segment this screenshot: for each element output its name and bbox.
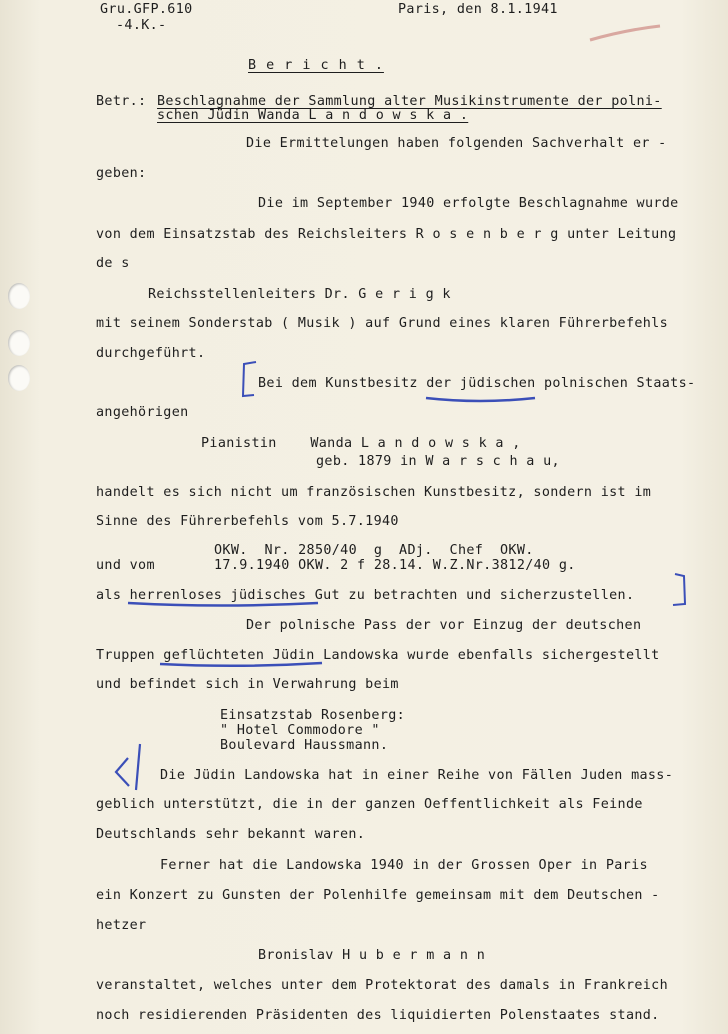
header-ref-2: -4.K.- <box>116 18 167 33</box>
body-line: Der polnische Pass der vor Einzug der deutschen <box>246 618 642 633</box>
body-line: hetzer <box>96 918 147 933</box>
body-line: geb. 1879 in W a r s c h a u, <box>316 454 560 469</box>
header-place-date: Paris, den 8.1.1941 <box>398 2 558 17</box>
body-line: geben: <box>96 166 147 181</box>
body-line: handelt es sich nicht um französischen Kunstbesitz, sondern ist im <box>96 485 652 500</box>
subject-label: Betr.: <box>96 94 147 109</box>
body-line: von dem Einsatzstab des Reichsleiters R o s e n b e r g unter Leitung <box>96 227 677 242</box>
body-line: " Hotel Commodore " <box>220 723 380 738</box>
body-line: de s <box>96 256 130 271</box>
body-line: noch residierenden Präsidenten des liquidierten Polenstaates stand. <box>96 1008 660 1023</box>
body-line: Truppen geflüchteten Jüdin Landowska wurde ebenfalls sichergestellt <box>96 648 660 663</box>
body-line: Sinne des Führerbefehls vom 5.7.1940 <box>96 514 399 529</box>
body-line: und befindet sich in Verwahrung beim <box>96 677 399 692</box>
body-line: als herrenloses jüdisches Gut zu betrachten und sicherzustellen. <box>96 588 635 603</box>
body-line: Pianistin Wanda L a n d o w s k a , <box>201 436 521 451</box>
subject-line-1: Beschlagnahme der Sammlung alter Musikinstrumente der polni- <box>157 94 662 109</box>
body-line: OKW. Nr. 2850/40 g ADj. Chef OKW. <box>214 543 534 558</box>
pen-underline-herrenloses <box>128 603 318 606</box>
report-title: B e r i c h t . <box>248 58 384 73</box>
body-line: Boulevard Haussmann. <box>220 738 389 753</box>
pen-margin-mark <box>116 744 140 790</box>
body-line: Reichsstellenleiters Dr. G e r i g k <box>148 287 451 302</box>
red-mark <box>590 26 660 40</box>
body-line: veranstaltet, welches unter dem Protektorat des damals in Frankreich <box>96 978 669 993</box>
body-line: 17.9.1940 OKW. 2 f 28.14. W.Z.Nr.3812/40 g. <box>214 558 576 573</box>
body-line: geblich unterstützt, die in der ganzen Oeffentlichkeit als Feinde <box>96 797 643 812</box>
body-line: durchgeführt. <box>96 346 206 361</box>
body-line: Ferner hat die Landowska 1940 in der Grossen Oper in Paris <box>160 858 648 873</box>
pen-bracket-open <box>243 362 256 396</box>
body-line: und vom <box>96 558 155 573</box>
header-ref-1: Gru.GFP.610 <box>100 2 193 17</box>
pen-bracket-close <box>673 574 685 605</box>
body-line: mit seinem Sonderstab ( Musik ) auf Grund eines klaren Führerbefehls <box>96 316 669 331</box>
body-line: Einsatzstab Rosenberg: <box>220 708 406 723</box>
pen-underline-gefluechteten <box>160 663 322 666</box>
subject-line-2: schen Jüdin Wanda L a n d o w s k a . <box>157 108 469 123</box>
body-line: Die Jüdin Landowska hat in einer Reihe von Fällen Juden mass- <box>160 768 674 783</box>
body-line: Bei dem Kunstbesitz der jüdischen polnischen Staats- <box>258 376 696 391</box>
body-line: Deutschlands sehr bekannt waren. <box>96 827 366 842</box>
body-line: Bronislav H u b e r m a n n <box>258 948 486 963</box>
body-line: ein Konzert zu Gunsten der Polenhilfe gemeinsam mit dem Deutschen - <box>96 888 660 903</box>
body-line: Die Ermittelungen haben folgenden Sachverhalt er - <box>246 136 667 151</box>
body-line: Die im September 1940 erfolgte Beschlagnahme wurde <box>258 196 679 211</box>
body-line: angehörigen <box>96 405 189 420</box>
pen-underline-juedischen <box>426 398 535 401</box>
